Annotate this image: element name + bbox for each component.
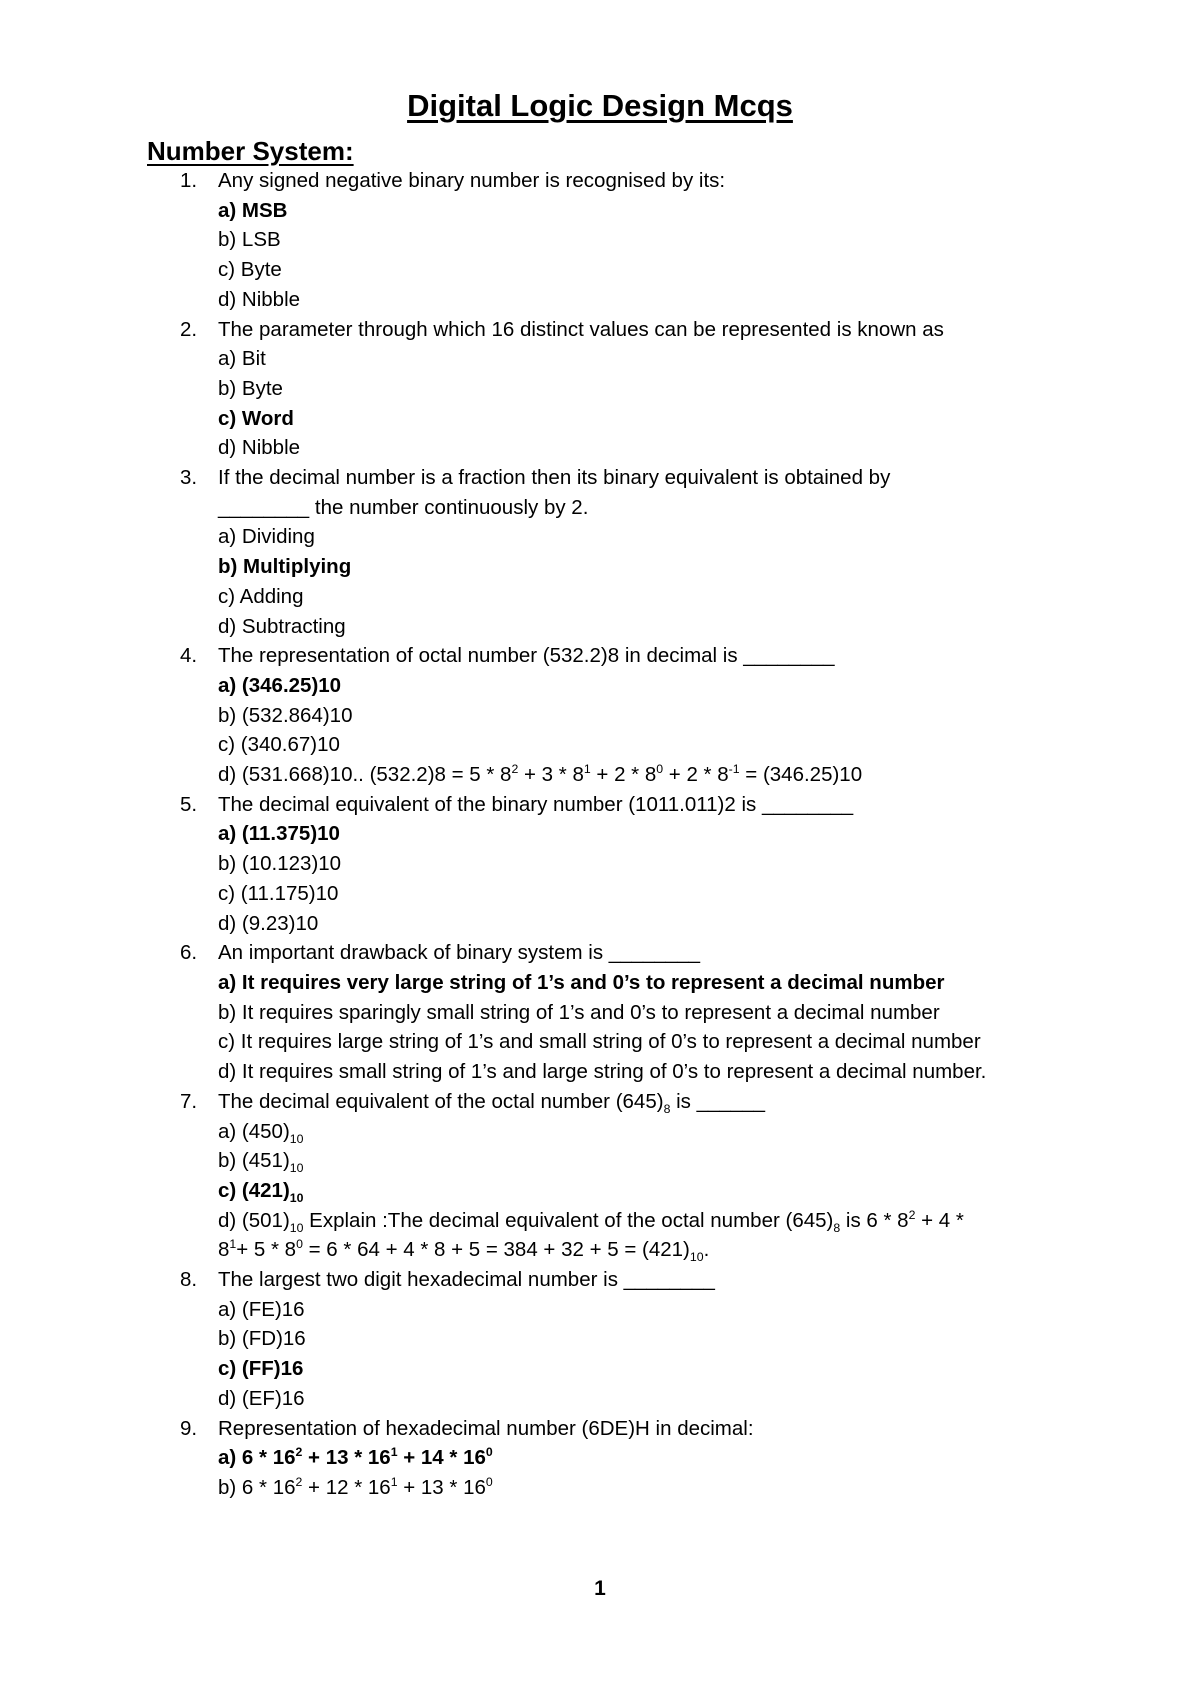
answer-option (0, 433, 1200, 463)
text-run: + 5 * 8 (236, 1238, 297, 1262)
text-run: c) (421) (218, 1178, 290, 1202)
question-number: 7. (180, 1089, 198, 1113)
text-run: c) (340.67)10 (218, 733, 340, 757)
answer-option (0, 998, 1200, 1028)
answer-option (0, 760, 1200, 790)
question-item (0, 938, 1200, 1087)
text-run: d) It requires small string of 1’s and large string of 0’s to represent a decimal number. (218, 1060, 987, 1084)
superscript: 2 (908, 1207, 916, 1222)
answer-option (0, 849, 1200, 879)
text-run: Explain :The decimal equivalent of the octal number (645) (303, 1208, 834, 1232)
answer-option (0, 285, 1200, 315)
text-run: Representation of hexadecimal number (6DE)H in decimal: (218, 1416, 754, 1440)
question-number: 8. (180, 1268, 198, 1292)
answer-option-correct (0, 968, 1200, 998)
text-run: b) (FD)16 (218, 1327, 306, 1351)
subscript: 10 (289, 1191, 304, 1205)
answer-option (0, 374, 1200, 404)
superscript: 0 (296, 1237, 303, 1252)
question-text-continuation (0, 493, 1200, 523)
answer-option (0, 909, 1200, 939)
question-number: 5. (180, 792, 198, 816)
answer-option (0, 1117, 1200, 1147)
text-run: + 13 * 16 (397, 1475, 486, 1499)
question-number: 9. (180, 1416, 198, 1440)
question-item (0, 790, 1200, 939)
text-run: b) Byte (218, 376, 283, 400)
text-run: b) Multiplying (218, 555, 352, 579)
text-run: c) Adding (218, 584, 304, 608)
answer-option (0, 1324, 1200, 1354)
superscript: -1 (728, 762, 740, 777)
text-run: The decimal equivalent of the octal number (645) (218, 1089, 664, 1113)
subscript: 10 (289, 1161, 304, 1176)
subscript: 10 (289, 1220, 304, 1235)
text-run: a) (450) (218, 1119, 290, 1143)
question-item (0, 166, 1200, 315)
text-run: b) 6 * 16 (218, 1475, 296, 1499)
answer-option-correct (0, 552, 1200, 582)
answer-option (0, 1057, 1200, 1087)
answer-option-correct (0, 1443, 1200, 1473)
text-run: a) (11.375)10 (218, 822, 340, 846)
question-item (0, 1265, 1200, 1414)
text-run: = 6 * 64 + 4 * 8 + 5 = 384 + 32 + 5 = (421) (302, 1238, 690, 1262)
answer-option-correct (0, 819, 1200, 849)
explanation-continuation (0, 1235, 1200, 1265)
page-number: 1 (594, 1577, 606, 1600)
question-number: 4. (180, 644, 198, 668)
text-run: a) MSB (218, 198, 288, 222)
text-run: c) (FF)16 (218, 1357, 304, 1381)
text-run: c) (11.175)10 (218, 881, 339, 905)
answer-option (0, 1206, 1200, 1236)
answer-option (0, 612, 1200, 642)
subscript: 8 (663, 1101, 671, 1116)
text-run: d) Nibble (218, 287, 301, 311)
text-run: If the decimal number is a fraction then its binary equivalent is obtained by (218, 466, 891, 490)
text-run: + 2 * 8 (590, 763, 657, 787)
text-run: The largest two digit hexadecimal number is ________ (218, 1268, 715, 1292)
text-run: c) It requires large string of 1’s and small string of 0’s to represent a decimal number (218, 1030, 981, 1054)
text-run: + 3 * 8 (518, 763, 584, 787)
text-run: 8 (218, 1238, 230, 1262)
text-run: Any signed negative binary number is recognised by its: (218, 169, 726, 192)
answer-option (0, 344, 1200, 374)
superscript: 0 (656, 762, 664, 777)
text-run: d) (9.23)10 (218, 911, 319, 935)
superscript: 1 (229, 1237, 237, 1252)
superscript: 1 (583, 762, 591, 777)
answer-option (0, 582, 1200, 612)
text-run: b) (451) (218, 1149, 290, 1173)
text-run: b) (532.864)10 (218, 703, 353, 727)
text-run: a) (FE)16 (218, 1297, 305, 1321)
text-run: c) Word (218, 406, 294, 430)
text-run: + 14 * 16 (397, 1446, 486, 1470)
text-run: d) Subtracting (218, 614, 346, 638)
question-number: 2. (180, 317, 198, 341)
text-run: c) Byte (218, 258, 282, 282)
text-run: . (703, 1238, 710, 1262)
question-list (0, 166, 1200, 1503)
answer-option (0, 730, 1200, 760)
answer-option (0, 1384, 1200, 1414)
text-run: b) (10.123)10 (218, 852, 342, 876)
answer-option (0, 1146, 1200, 1176)
superscript: 2 (295, 1475, 303, 1490)
answer-option (0, 255, 1200, 285)
answer-option (0, 879, 1200, 909)
subscript: 8 (833, 1220, 841, 1235)
text-run: + 2 * 8 (663, 763, 729, 787)
text-run: + 4 * (915, 1208, 964, 1232)
text-run: is ______ (670, 1089, 766, 1113)
superscript: 1 (390, 1445, 398, 1460)
answer-option (0, 1295, 1200, 1325)
text-run: The decimal equivalent of the binary number (1011.011)2 is ________ (218, 792, 854, 816)
answer-option-correct (0, 196, 1200, 226)
question-item (0, 1414, 1200, 1503)
text-run: is 6 * 8 (840, 1208, 909, 1232)
answer-option-correct (0, 404, 1200, 434)
superscript: 1 (390, 1475, 398, 1490)
text-run: a) It requires very large string of 1’s and 0’s to represent a decimal number (218, 970, 945, 994)
answer-option (0, 1473, 1200, 1503)
text-run: d) (501) (218, 1208, 290, 1232)
question-number: 3. (180, 466, 198, 490)
question-item (0, 641, 1200, 790)
text-run: b) It requires sparingly small string of 1’s and 0’s to represent a decimal number (218, 1000, 940, 1024)
question-number: 6. (180, 941, 198, 965)
answer-option (0, 1027, 1200, 1057)
text-run: d) Nibble (218, 436, 301, 460)
superscript: 2 (295, 1445, 303, 1460)
document-title: Digital Logic Design Mcqs (407, 88, 793, 123)
answer-option (0, 701, 1200, 731)
text-run: a) Dividing (218, 525, 315, 549)
text-run: a) (346.25)10 (218, 673, 342, 697)
text-run: a) Bit (218, 347, 266, 371)
question-number: 1. (180, 169, 198, 192)
text-run: ________ the number continuously by 2. (218, 495, 589, 519)
answer-option (0, 225, 1200, 255)
text-run: d) (EF)16 (218, 1386, 305, 1410)
subscript: 10 (289, 1131, 304, 1146)
subscript: 10 (689, 1250, 704, 1265)
superscript: 0 (485, 1445, 493, 1460)
text-run: The parameter through which 16 distinct values can be represented is known as (218, 317, 944, 341)
superscript: 0 (485, 1475, 493, 1490)
section-heading: Number System: (147, 136, 354, 166)
answer-option-correct (0, 671, 1200, 701)
text-run: + 13 * 16 (302, 1446, 391, 1470)
question-item (0, 1087, 1200, 1265)
answer-option-correct (0, 1176, 1200, 1206)
text-run: An important drawback of binary system is ________ (218, 941, 701, 965)
text-run: + 12 * 16 (302, 1475, 391, 1499)
text-run: d) (531.668)10.. (532.2)8 = 5 * 8 (218, 763, 512, 787)
superscript: 2 (511, 762, 519, 777)
text-run: The representation of octal number (532.2)8 in decimal is ________ (218, 644, 835, 668)
answer-option-correct (0, 1354, 1200, 1384)
answer-option (0, 522, 1200, 552)
text-run: = (346.25)10 (739, 763, 863, 787)
text-run: b) LSB (218, 228, 281, 252)
question-item (0, 315, 1200, 464)
question-item (0, 463, 1200, 641)
text-run: a) 6 * 16 (218, 1446, 296, 1470)
